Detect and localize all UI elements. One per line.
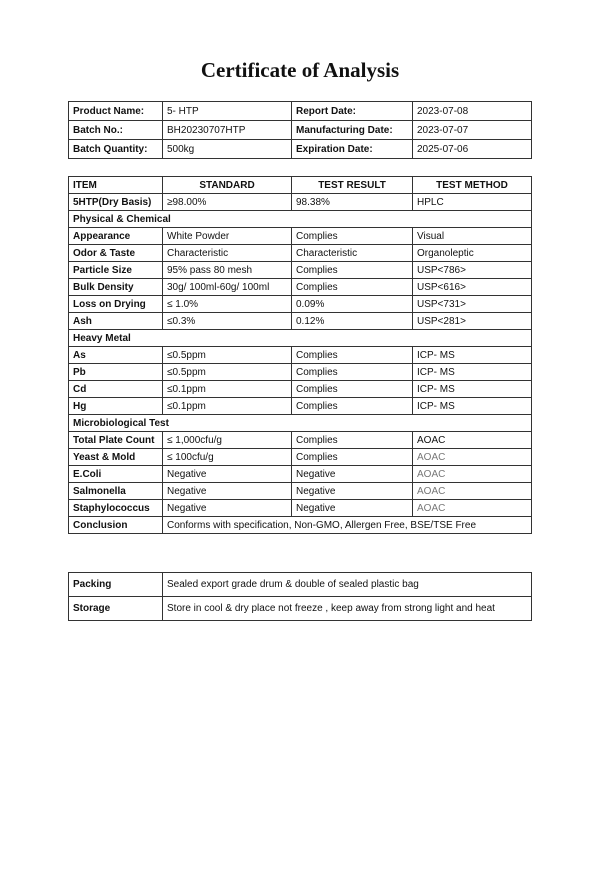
- item-cell: Hg: [69, 398, 163, 415]
- result-cell: Complies: [292, 381, 413, 398]
- batch-no-value: BH20230707HTP: [163, 121, 292, 140]
- batch-no-label: Batch No.:: [69, 121, 163, 140]
- table-row: [69, 121, 532, 140]
- report-date-label: Report Date:: [292, 102, 413, 121]
- table-row: [69, 296, 532, 313]
- table-row: [69, 245, 532, 262]
- table-row: [69, 347, 532, 364]
- conclusion-label: Conclusion: [69, 517, 163, 534]
- result-cell: Negative: [292, 500, 413, 517]
- column-header: STANDARD: [163, 177, 292, 194]
- batch-quantity-value: 500kg: [163, 140, 292, 159]
- standard-cell: ≤ 100cfu/g: [163, 449, 292, 466]
- report-date-value: 2023-07-08: [413, 102, 532, 121]
- table-row: [69, 194, 532, 211]
- table-row: [69, 364, 532, 381]
- item-cell: Salmonella: [69, 483, 163, 500]
- standard-cell: Negative: [163, 466, 292, 483]
- method-cell: ICP- MS: [413, 347, 532, 364]
- header-info-table: [68, 101, 532, 159]
- result-cell: Complies: [292, 364, 413, 381]
- method-cell: AOAC: [413, 449, 532, 466]
- standard-cell: 30g/ 100ml-60g/ 100ml: [163, 279, 292, 296]
- result-cell: Complies: [292, 228, 413, 245]
- table-row: [69, 449, 532, 466]
- packing-label: Packing: [69, 573, 163, 597]
- method-cell: Organoleptic: [413, 245, 532, 262]
- table-row: [69, 262, 532, 279]
- result-cell: Complies: [292, 279, 413, 296]
- item-cell: Ash: [69, 313, 163, 330]
- result-cell: 0.09%: [292, 296, 413, 313]
- standard-cell: 95% pass 80 mesh: [163, 262, 292, 279]
- method-cell: USP<786>: [413, 262, 532, 279]
- standard-cell: ≤0.3%: [163, 313, 292, 330]
- standard-cell: Negative: [163, 483, 292, 500]
- section-heading: Heavy Metal: [69, 330, 532, 347]
- table-row: [69, 500, 532, 517]
- expiration-date-label: Expiration Date:: [292, 140, 413, 159]
- result-cell: Complies: [292, 398, 413, 415]
- method-cell: AOAC: [413, 483, 532, 500]
- standard-cell: ≤ 1.0%: [163, 296, 292, 313]
- section-row: [69, 211, 532, 228]
- item-cell: Total Plate Count: [69, 432, 163, 449]
- table-row: [69, 597, 532, 621]
- item-cell: Loss on Drying: [69, 296, 163, 313]
- method-cell: HPLC: [413, 194, 532, 211]
- method-cell: Visual: [413, 228, 532, 245]
- item-cell: As: [69, 347, 163, 364]
- table-row: [69, 228, 532, 245]
- method-cell: AOAC: [413, 432, 532, 449]
- table-row: [69, 398, 532, 415]
- item-cell: Appearance: [69, 228, 163, 245]
- column-header: TEST METHOD: [413, 177, 532, 194]
- standard-cell: ≤0.1ppm: [163, 381, 292, 398]
- section-heading: Microbiological Test: [69, 415, 532, 432]
- standard-cell: Characteristic: [163, 245, 292, 262]
- conclusion-row: [69, 517, 532, 534]
- table-row: [69, 140, 532, 159]
- column-header: TEST RESULT: [292, 177, 413, 194]
- standard-cell: ≤0.1ppm: [163, 398, 292, 415]
- item-cell: Cd: [69, 381, 163, 398]
- standard-cell: ≤0.5ppm: [163, 364, 292, 381]
- table-row: [69, 573, 532, 597]
- section-heading: Physical & Chemical: [69, 211, 532, 228]
- standard-cell: ≥98.00%: [163, 194, 292, 211]
- table-row: [69, 466, 532, 483]
- standard-cell: ≤0.5ppm: [163, 347, 292, 364]
- result-cell: Complies: [292, 432, 413, 449]
- method-cell: ICP- MS: [413, 381, 532, 398]
- method-cell: ICP- MS: [413, 398, 532, 415]
- item-cell: Odor & Taste: [69, 245, 163, 262]
- table-row: [69, 381, 532, 398]
- manufacturing-date-value: 2023-07-07: [413, 121, 532, 140]
- expiration-date-value: 2025-07-06: [413, 140, 532, 159]
- storage-value: Store in cool & dry place not freeze , keep away from strong light and heat: [163, 597, 532, 621]
- result-cell: Characteristic: [292, 245, 413, 262]
- result-cell: Negative: [292, 483, 413, 500]
- standard-cell: Negative: [163, 500, 292, 517]
- result-cell: Complies: [292, 262, 413, 279]
- standard-cell: White Powder: [163, 228, 292, 245]
- item-cell: Particle Size: [69, 262, 163, 279]
- item-cell: E.Coli: [69, 466, 163, 483]
- item-cell: 5HTP(Dry Basis): [69, 194, 163, 211]
- batch-quantity-label: Batch Quantity:: [69, 140, 163, 159]
- column-header: ITEM: [69, 177, 163, 194]
- conclusion-value: Conforms with specification, Non-GMO, Allergen Free, BSE/TSE Free: [163, 517, 532, 534]
- result-cell: Complies: [292, 449, 413, 466]
- item-cell: Yeast & Mold: [69, 449, 163, 466]
- method-cell: USP<616>: [413, 279, 532, 296]
- analysis-table: [68, 176, 532, 534]
- item-cell: Staphylococcus: [69, 500, 163, 517]
- table-row: [69, 102, 532, 121]
- method-cell: USP<281>: [413, 313, 532, 330]
- table-row: [69, 432, 532, 449]
- item-cell: Pb: [69, 364, 163, 381]
- manufacturing-date-label: Manufacturing Date:: [292, 121, 413, 140]
- table-row: [69, 313, 532, 330]
- table-row: [69, 279, 532, 296]
- section-row: [69, 330, 532, 347]
- section-row: [69, 415, 532, 432]
- page-title: Certificate of Analysis: [200, 58, 400, 82]
- storage-label: Storage: [69, 597, 163, 621]
- standard-cell: ≤ 1,000cfu/g: [163, 432, 292, 449]
- result-cell: Complies: [292, 347, 413, 364]
- item-cell: Bulk Density: [69, 279, 163, 296]
- method-cell: AOAC: [413, 500, 532, 517]
- packing-value: Sealed export grade drum & double of sealed plastic bag: [163, 573, 532, 597]
- method-cell: AOAC: [413, 466, 532, 483]
- product-name-value: 5- HTP: [163, 102, 292, 121]
- result-cell: 98.38%: [292, 194, 413, 211]
- result-cell: Negative: [292, 466, 413, 483]
- packing-storage-table: [68, 572, 532, 621]
- table-row: [69, 483, 532, 500]
- table-header-row: [69, 177, 532, 194]
- product-name-label: Product Name:: [69, 102, 163, 121]
- method-cell: ICP- MS: [413, 364, 532, 381]
- method-cell: USP<731>: [413, 296, 532, 313]
- result-cell: 0.12%: [292, 313, 413, 330]
